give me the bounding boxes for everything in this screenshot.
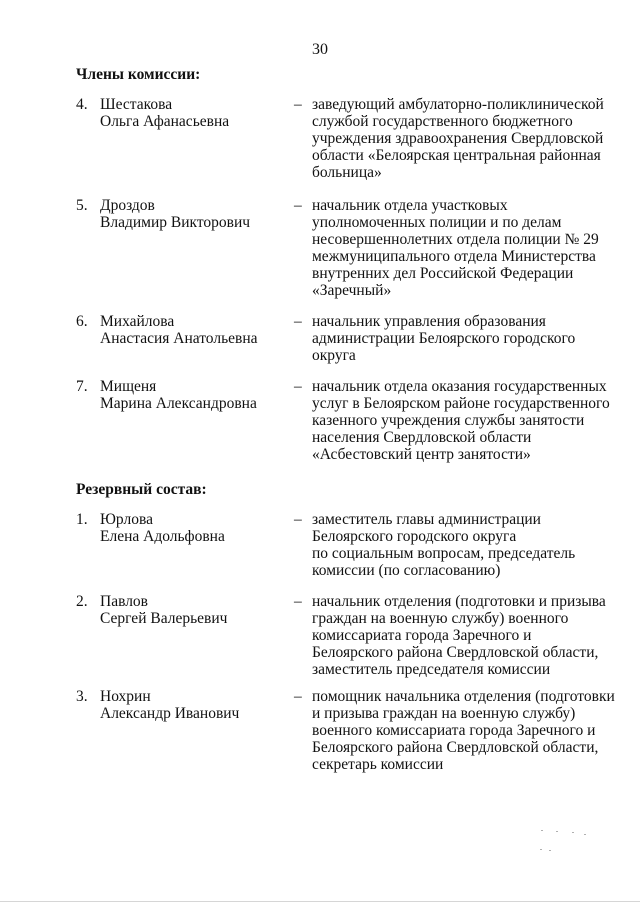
desc-line: округа: [312, 347, 356, 364]
entry-number: 7.: [76, 378, 88, 395]
surname: Павлов: [100, 593, 148, 610]
desc-line: несовершеннолетних отдела полиции № 29: [312, 231, 599, 248]
reserve-heading: Резервный состав:: [76, 481, 207, 498]
given-names: Сергей Валерьевич: [100, 610, 228, 627]
member-name: [100, 593, 280, 627]
desc-line: населения Свердловской области: [312, 429, 532, 446]
dash: –: [294, 511, 302, 528]
desc-line: Белоярского района Свердловской области,: [312, 644, 599, 661]
member-name: [100, 688, 280, 722]
desc-line: по социальным вопросам, председатель: [312, 545, 576, 562]
dash: –: [294, 593, 302, 610]
desc-line: комиссариата города Заречного и: [312, 627, 532, 644]
desc-line: начальник отдела оказания государственных: [312, 378, 607, 395]
surname: Юрлова: [100, 511, 153, 528]
desc-line: комиссии (по согласованию): [312, 562, 501, 579]
desc-line: начальник управления образования: [312, 313, 546, 330]
desc-line: и призыва граждан на военную службу): [312, 705, 576, 722]
position-description: [312, 313, 618, 364]
scan-speck: [584, 834, 586, 835]
position-description: [312, 96, 618, 181]
entry-number: 5.: [76, 197, 88, 214]
scan-speck: [541, 830, 543, 831]
desc-line: начальник отделения (подготовки и призыва: [312, 593, 606, 610]
scan-speck: [540, 849, 542, 850]
given-names: Владимир Викторович: [100, 214, 251, 231]
scan-speck: [549, 850, 551, 851]
position-description: [312, 197, 618, 299]
members-heading: Члены комиссии:: [76, 66, 201, 83]
scan-speck: [572, 832, 574, 833]
dash: –: [294, 313, 302, 330]
scan-edge-line: [0, 901, 640, 902]
desc-line: Белоярского городского округа: [312, 528, 517, 545]
entry-number: 6.: [76, 313, 88, 330]
desc-line: заместитель главы администрации: [312, 511, 541, 528]
surname: Шестакова: [100, 96, 173, 113]
desc-line: казенного учреждения службы занятости: [312, 412, 585, 429]
desc-line: военного комиссариата города Заречного и: [312, 722, 596, 739]
desc-line: помощник начальника отделения (подготовки: [312, 688, 615, 705]
desc-line: службой государственного бюджетного: [312, 113, 573, 130]
desc-line: больница»: [312, 164, 382, 181]
desc-line: граждан на военную службу) военного: [312, 610, 569, 627]
scan-speck: [556, 831, 558, 832]
desc-line: области «Белоярская центральная районная: [312, 147, 601, 164]
entry-number: 1.: [76, 511, 88, 528]
desc-line: заместитель председателя комиссии: [312, 661, 551, 678]
given-names: Ольга Афанасьевна: [100, 113, 230, 130]
dash: –: [294, 688, 302, 705]
dash: –: [294, 197, 302, 214]
surname: Михайлова: [100, 313, 175, 330]
desc-line: «Асбестовский центр занятости»: [312, 446, 531, 463]
position-description: [312, 593, 618, 678]
desc-line: начальник отдела участковых: [312, 197, 508, 214]
desc-line: учреждения здравоохранения Свердловской: [312, 130, 604, 147]
page-number: 30: [312, 41, 328, 58]
desc-line: внутренних дел Российской Федерации: [312, 265, 574, 282]
given-names: Марина Александровна: [100, 395, 257, 412]
surname: Мищеня: [100, 378, 157, 395]
member-name: [100, 378, 280, 412]
dash: –: [294, 378, 302, 395]
position-description: [312, 511, 618, 579]
desc-line: услуг в Белоярском районе государственного: [312, 395, 610, 412]
member-name: [100, 511, 280, 545]
desc-line: уполномоченных полиции и по делам: [312, 214, 562, 231]
surname: Нохрин: [100, 688, 151, 705]
entry-number: 3.: [76, 688, 88, 705]
member-name: [100, 197, 280, 231]
desc-line: «Заречный»: [312, 282, 392, 299]
desc-line: заведующий амбулаторно-поликлинической: [312, 96, 604, 113]
desc-line: секретарь комиссии: [312, 756, 444, 773]
dash: –: [294, 96, 302, 113]
member-name: [100, 96, 280, 130]
given-names: Александр Иванович: [100, 705, 240, 722]
desc-line: администрации Белоярского городского: [312, 330, 576, 347]
surname: Дроздов: [100, 197, 155, 214]
position-description: [312, 688, 618, 773]
entry-number: 4.: [76, 96, 88, 113]
desc-line: межмуниципального отдела Министерства: [312, 248, 596, 265]
position-description: [312, 378, 618, 463]
given-names: Анастасия Анатольевна: [100, 330, 258, 347]
desc-line: Белоярского района Свердловской области,: [312, 739, 599, 756]
given-names: Елена Адольфовна: [100, 528, 225, 545]
member-name: [100, 313, 280, 347]
entry-number: 2.: [76, 593, 88, 610]
